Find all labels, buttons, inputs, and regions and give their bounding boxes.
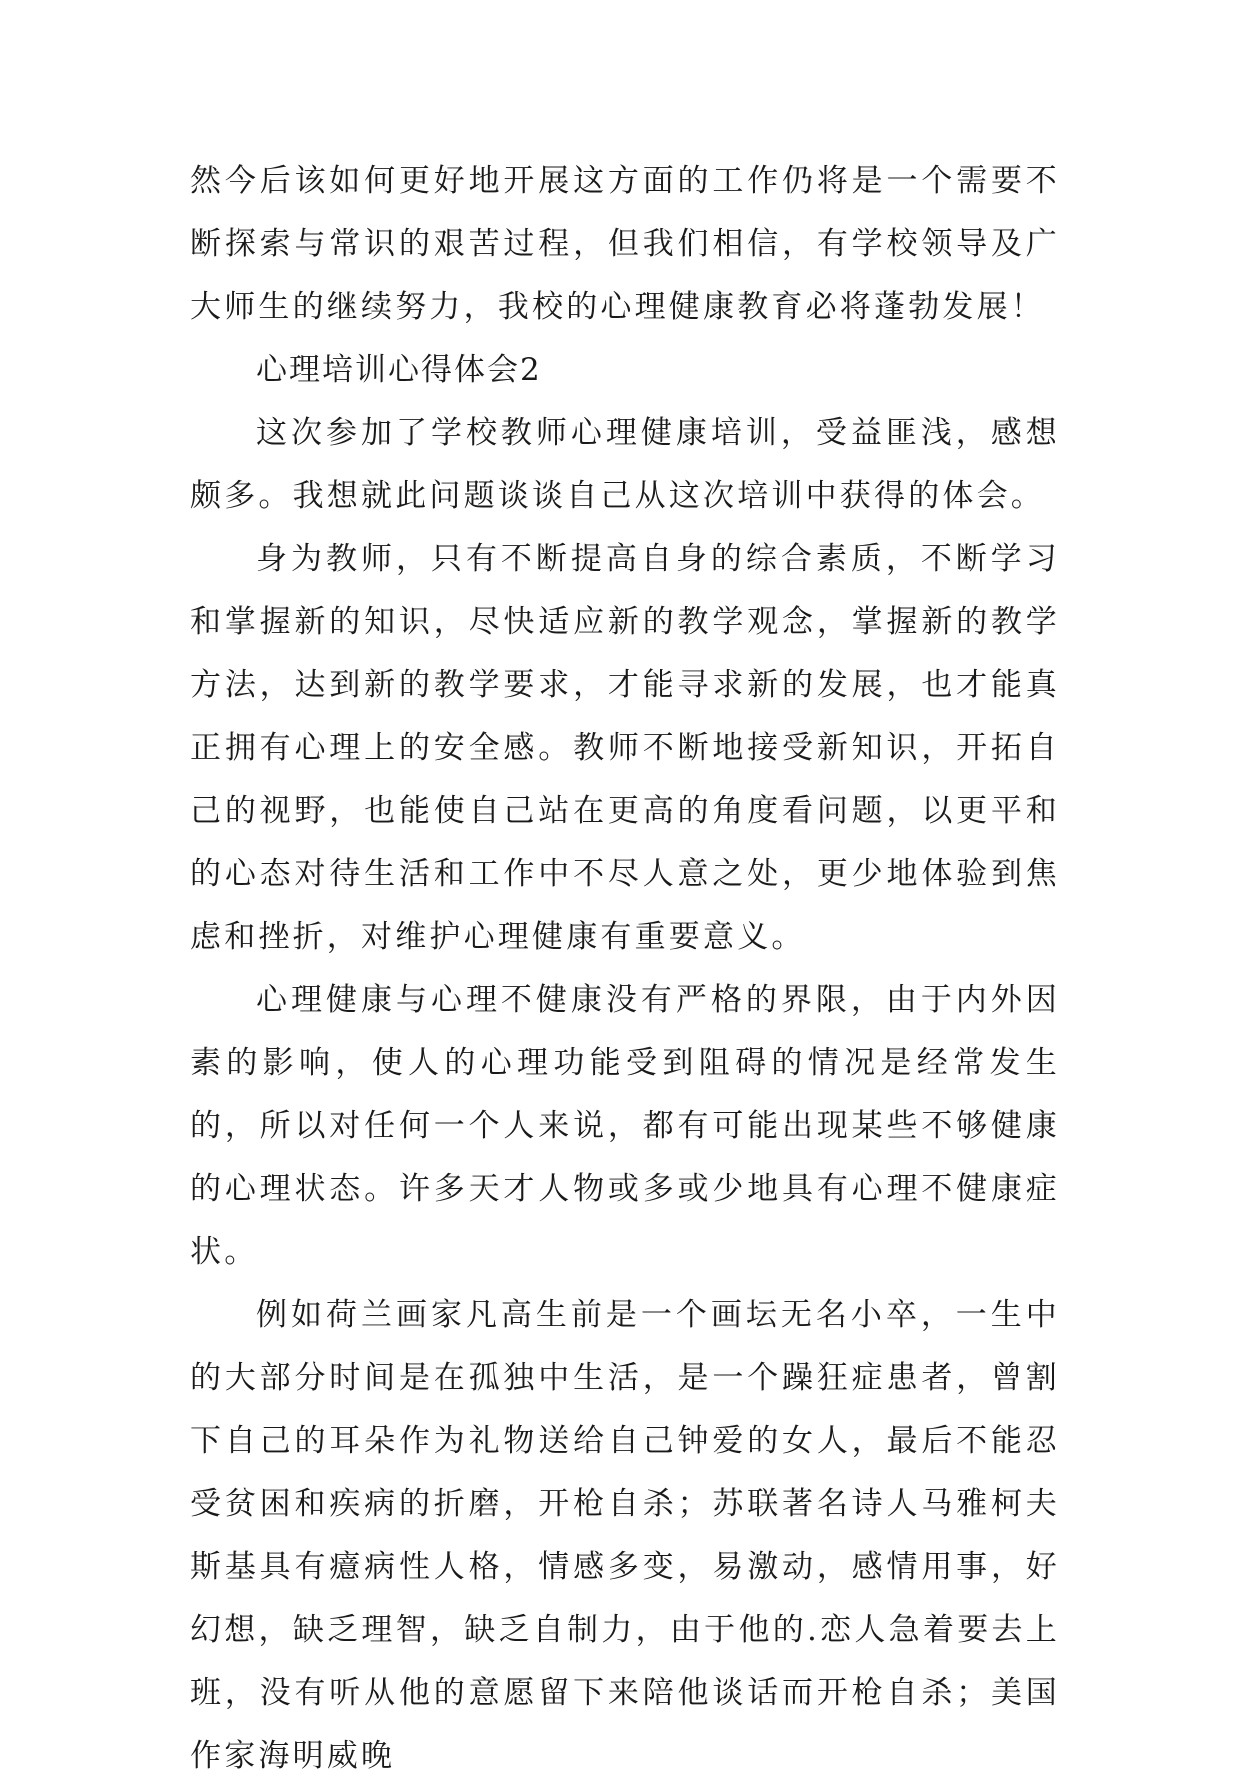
paragraph-examples: 例如荷兰画家凡高生前是一个画坛无名小卒，一生中的大部分时间是在孤独中生活，是一个躁狂症患者，曾割下自己的耳朵作为礼物送给自己钟爱的女人，最后不能忍受贫困和疾病的折磨，开枪自杀；苏联著名诗人马雅柯夫斯基具有癔病性人格，情感多变，易激动，感情用事，好幻想，缺乏理智，缺乏自制力，由于他的.恋人急着要去上班，没有听从他的意愿留下来陪他谈话而开枪自杀；美国作家海明威晚 (190, 1297, 1060, 1774)
paragraph-boundary: 心理健康与心理不健康没有严格的界限，由于内外因素的影响，使人的心理功能受到阻碍的情况是经常发生的，所以对任何一个人来说，都有可能出现某些不够健康的心理状态。许多天才人物或多或少地具有心理不健康症状。 (190, 982, 1060, 1270)
document-body (190, 150, 1060, 1788)
paragraph-continued: 然今后该如何更好地开展这方面的工作仍将是一个需要不断探索与常识的艰苦过程，但我们相信，有学校领导及广大师生的继续努力，我校的心理健康教育必将蓬勃发展！ (190, 163, 1060, 325)
paragraph-intro: 这次参加了学校教师心理健康培训，受益匪浅，感想颇多。我想就此问题谈谈自己从这次培训中获得的体会。 (190, 415, 1060, 514)
section-heading: 心理培训心得体会2 (256, 352, 542, 388)
paragraph-teacher: 身为教师，只有不断提高自身的综合素质，不断学习和掌握新的知识，尽快适应新的教学观念，掌握新的教学方法，达到新的教学要求，才能寻求新的发展，也才能真正拥有心理上的安全感。教师不断地接受新知识，开拓自己的视野，也能使自己站在更高的角度看问题，以更平和的心态对待生活和工作中不尽人意之处，更少地体验到焦虑和挫折，对维护心理健康有重要意义。 (190, 541, 1060, 955)
